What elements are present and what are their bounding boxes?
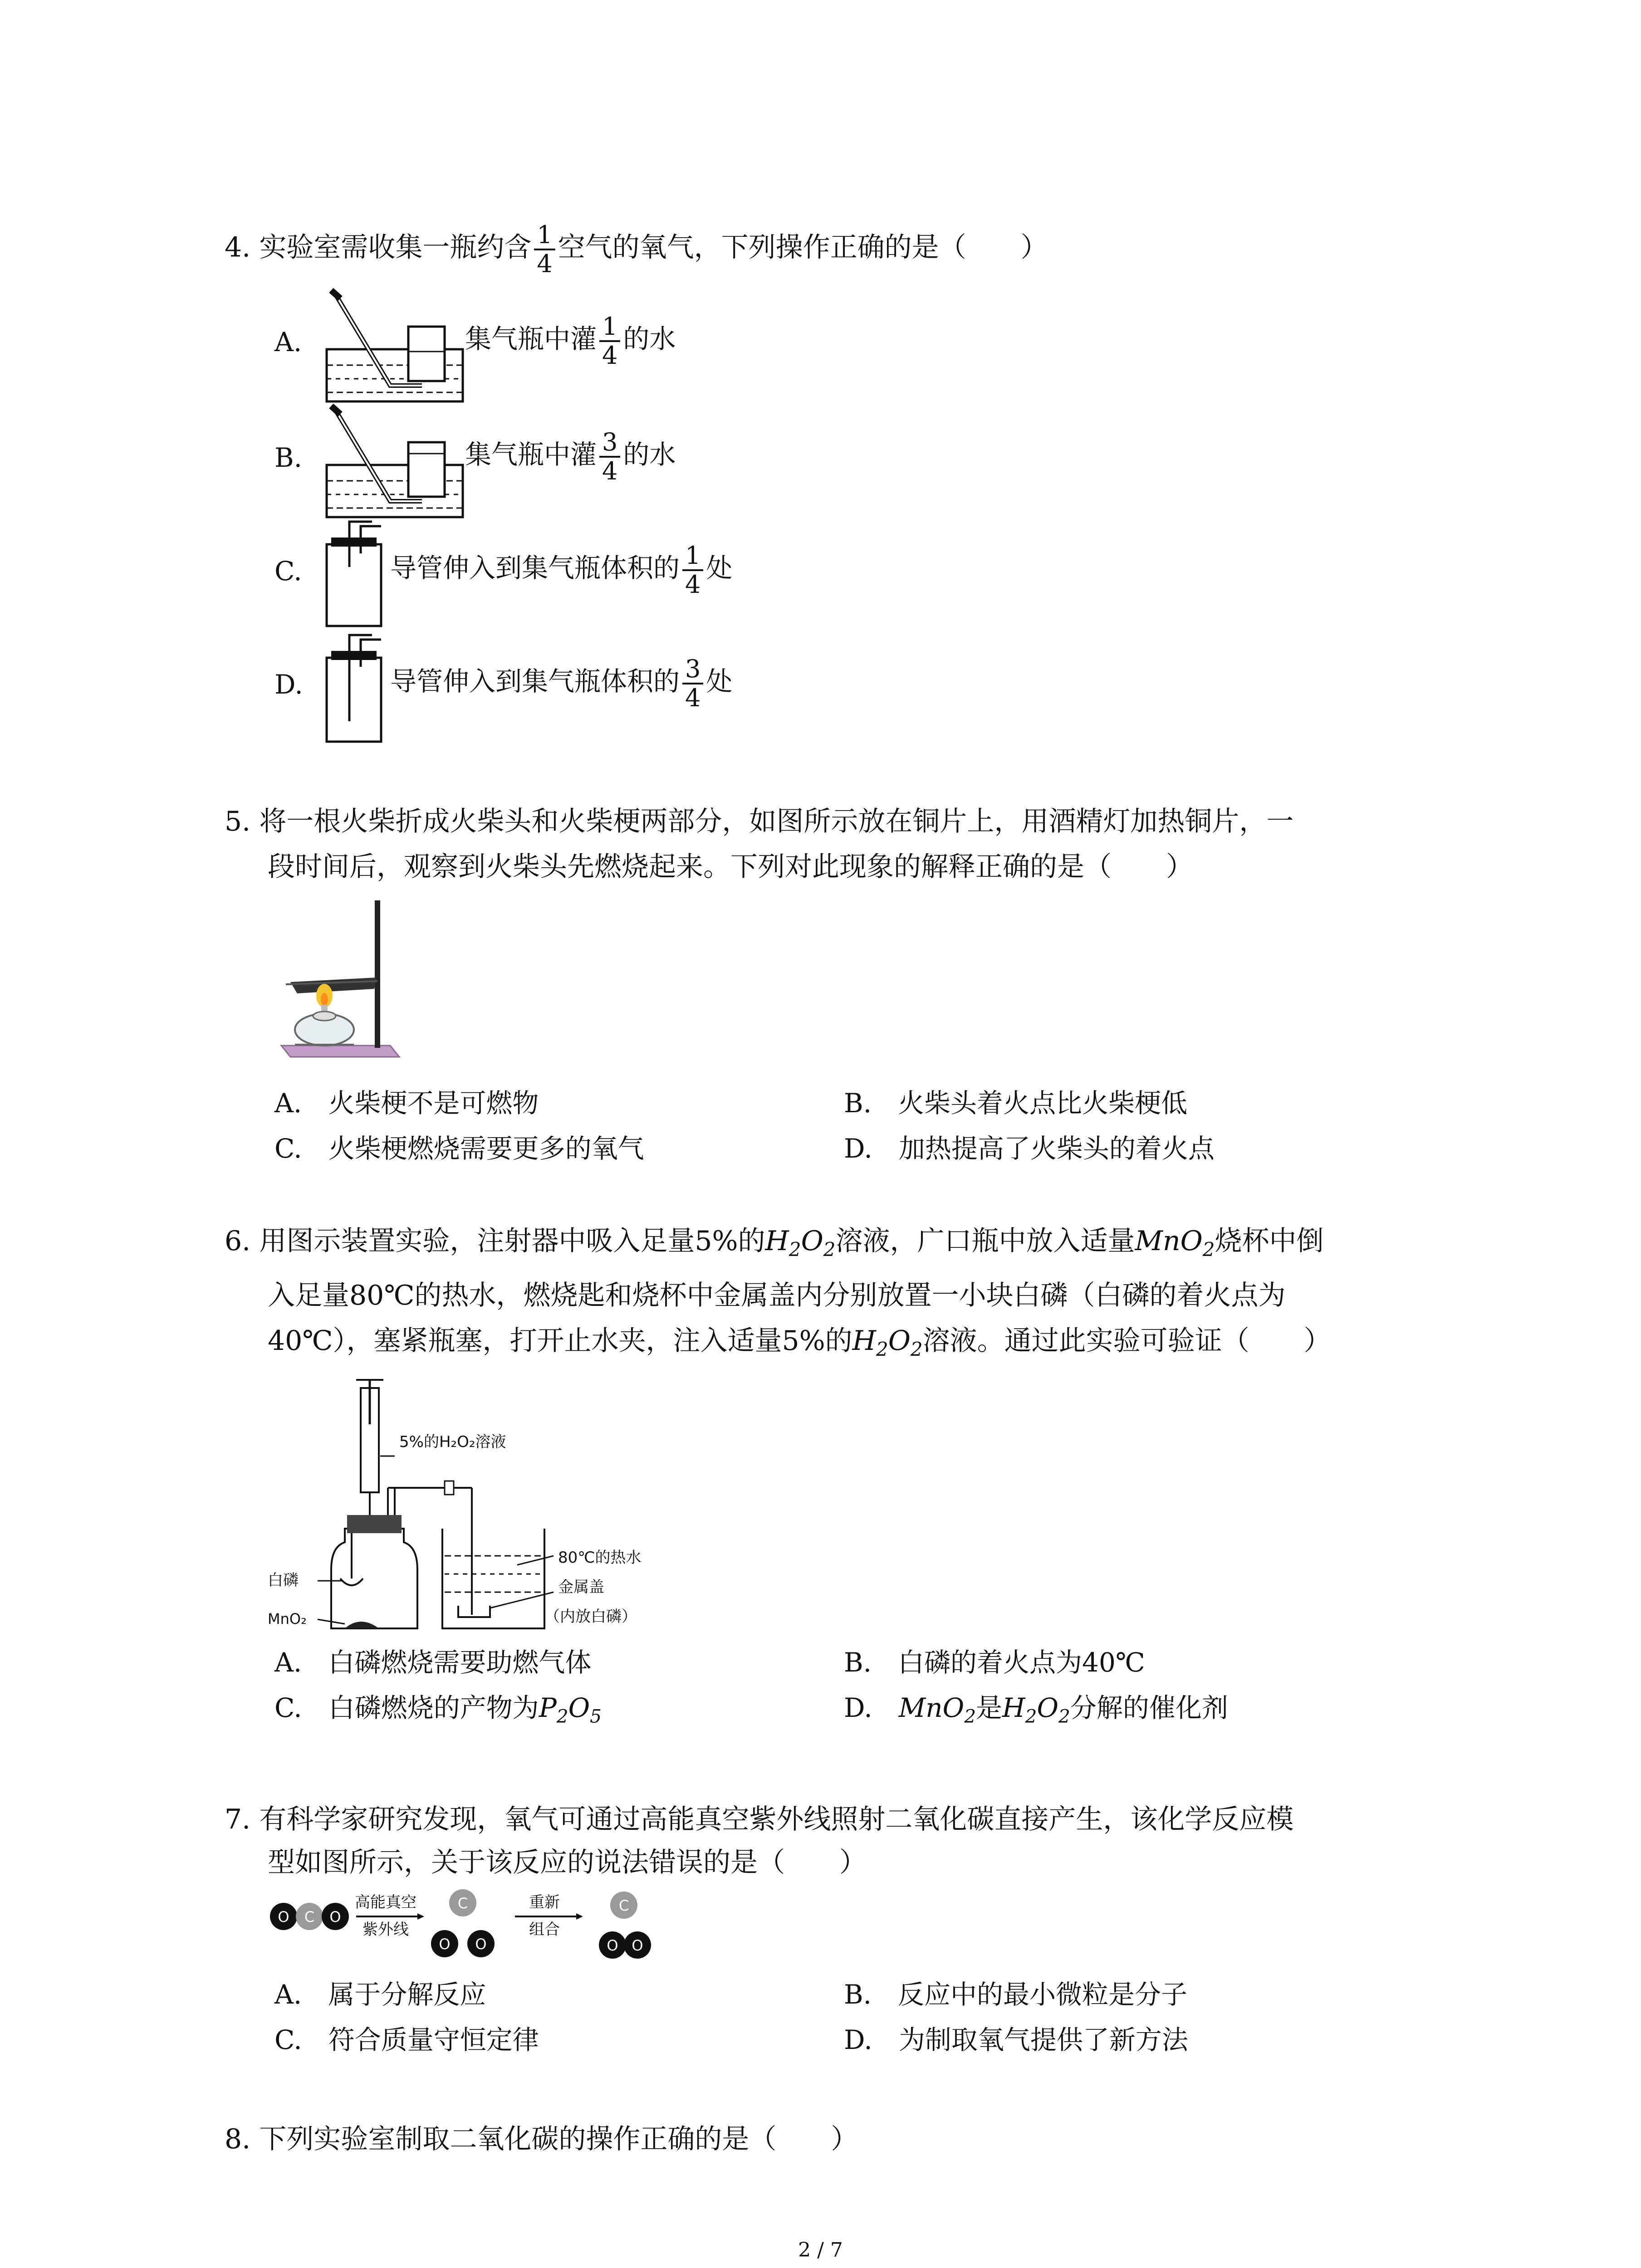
q4-option-d-text (390, 655, 732, 712)
reaction-model-diagram (268, 1887, 749, 1964)
q4-option-b-label: B. (274, 442, 303, 473)
water-trough-diagram-a (318, 286, 472, 408)
q5-stem-line1: 5. 将一根火柴折成火柴头和火柴梗两部分，如图所示放在铜片上，用酒精灯加热铜片，一 (225, 806, 1294, 837)
q4-option-c-label: C. (274, 556, 302, 587)
q6-option-c (274, 1686, 602, 1727)
match-heating-diagram (277, 900, 404, 1068)
phosphorus-experiment-diagram (263, 1379, 726, 1637)
atom-o-label: O (475, 1936, 487, 1953)
q7-stem-line1: 7. 有科学家研究发现，氧气可通过高能真空紫外线照射二氧化碳直接产生，该化学反应模 (225, 1804, 1294, 1835)
mno2-label: MnO₂ (268, 1610, 307, 1628)
option-text: C. 白磷燃烧的产物为 (274, 1692, 539, 1723)
q6-stem-line2: 入足量80℃的热水，燃烧匙和烧杯中金属盖内分别放置一小块白磷（白磷的着火点为 (268, 1280, 1286, 1311)
stem-text: 烧杯中倒 (1215, 1225, 1324, 1257)
q8-stem: 8. 下列实验室制取二氧化碳的操作正确的是（ ） (225, 2123, 858, 2155)
frac-num: 3 (599, 429, 620, 458)
q5-option-c: C. 火柴梗燃烧需要更多的氧气 (274, 1133, 644, 1164)
q5-option-b: B. 火柴头着火点比火柴梗低 (844, 1088, 1188, 1119)
arrow2-bottom-label: 组合 (529, 1921, 560, 1939)
arrow1-top-label: 高能真空 (355, 1893, 416, 1911)
stem-text: 40℃），塞紧瓶塞，打开止水夹，注入适量5%的 (268, 1325, 852, 1357)
q4-stem-text2: 空气的氧气，下列操作正确的是（ ） (558, 231, 1048, 264)
frac-num: 1 (599, 313, 620, 342)
fraction (682, 655, 703, 712)
formula-p2o5: $P_2O_5$ (539, 1692, 602, 1727)
formula-h2o2: $H_2O_2$ (1002, 1692, 1070, 1727)
option-text: 处 (706, 552, 733, 584)
q7-option-d: D. 为制取氧气提供了新方法 (844, 2024, 1188, 2055)
option-text: 的水 (623, 439, 676, 470)
option-text: 处 (706, 666, 733, 697)
q6-option-d (844, 1686, 1228, 1727)
q4-option-d-label: D. (274, 669, 303, 700)
arrow2-top-label: 重新 (529, 1893, 560, 1911)
q7-option-a: A. 属于分解反应 (274, 1979, 486, 2010)
q5-stem-line2: 段时间后，观察到火柴头先燃烧起来。下列对此现象的解释正确的是（ ） (268, 851, 1193, 883)
frac-den: 4 (685, 684, 701, 712)
fraction (534, 221, 555, 278)
atom-o-label: O (632, 1937, 643, 1954)
option-text: 的水 (623, 323, 676, 355)
q6-option-b: B. 白磷的着火点为40℃ (844, 1647, 1145, 1678)
white-phosphorus-label: 白磷 (268, 1571, 299, 1589)
q7-option-c: C. 符合质量守恒定律 (274, 2024, 539, 2055)
option-text: 分解的催化剂 (1070, 1692, 1228, 1723)
syringe-label: 5%的H₂O₂溶液 (399, 1433, 506, 1451)
option-label: D. (844, 1692, 872, 1723)
option-text: 导管伸入到集气瓶体积的 (390, 552, 680, 584)
formula-h2o2: $H_2O_2$ (765, 1225, 836, 1261)
frac-den: 4 (685, 570, 701, 599)
frac-den: 4 (602, 341, 618, 370)
inside-label: （内放白磷） (544, 1608, 637, 1626)
atom-c-label: C (304, 1908, 315, 1926)
q7-option-b: B. 反应中的最小微粒是分子 (844, 1979, 1188, 2010)
frac-num: 3 (682, 655, 703, 684)
formula-mno2: MnO$_2$ (898, 1692, 976, 1727)
frac-num: 1 (534, 221, 555, 250)
frac-den: 4 (537, 249, 553, 278)
q4-stem (225, 221, 1048, 278)
gas-bottle-diagram-c (318, 517, 399, 631)
formula-h2o2: $H_2O_2$ (852, 1325, 923, 1360)
atom-o-label: O (278, 1908, 289, 1926)
formula-mno2: MnO$_2$ (1135, 1225, 1215, 1261)
page-number: 2 / 7 (798, 2239, 843, 2262)
option-text: 导管伸入到集气瓶体积的 (390, 666, 680, 697)
q6-stem-line1 (225, 1225, 1324, 1266)
stem-text: 6. 用图示装置实验，注射器中吸入足量5%的 (225, 1225, 765, 1257)
atom-o-label: O (329, 1908, 341, 1926)
q4-option-a-text (465, 313, 676, 369)
fraction (599, 429, 620, 485)
q7-stem-line2: 型如图所示，关于该反应的说法错误的是（ ） (268, 1847, 867, 1878)
atom-c-label: C (618, 1897, 629, 1914)
option-text: 是 (976, 1692, 1003, 1723)
fraction (599, 313, 620, 369)
metal-lid-label: 金属盖 (558, 1578, 604, 1596)
option-text: 集气瓶中灌 (465, 323, 597, 355)
option-text: 集气瓶中灌 (465, 439, 597, 470)
fraction (682, 542, 703, 598)
arrow1-bottom-label: 紫外线 (362, 1921, 409, 1939)
q5-option-d: D. 加热提高了火柴头的着火点 (844, 1133, 1215, 1164)
atom-o-label: O (439, 1936, 451, 1953)
q5-option-a: A. 火柴梗不是可燃物 (274, 1088, 539, 1119)
q4-option-c-text (390, 542, 732, 598)
q4-stem-text: 4. 实验室需收集一瓶约含 (225, 231, 532, 264)
q6-option-a: A. 白磷燃烧需要助燃气体 (274, 1647, 592, 1678)
atom-c-label: C (457, 1895, 468, 1912)
q4-option-a-label: A. (274, 327, 302, 357)
frac-num: 1 (682, 542, 703, 571)
stem-text: 溶液，广口瓶中放入适量 (835, 1225, 1135, 1257)
stem-text: 溶液。通过此实验可验证（ ） (922, 1325, 1331, 1357)
q6-stem-line3 (268, 1325, 1331, 1366)
q4-option-b-text (465, 429, 676, 485)
hot-water-label: 80℃的热水 (558, 1549, 642, 1567)
atom-o-label: O (607, 1937, 618, 1954)
gas-bottle-diagram-d (318, 631, 399, 748)
water-trough-diagram-b (318, 401, 472, 524)
frac-den: 4 (602, 457, 618, 485)
